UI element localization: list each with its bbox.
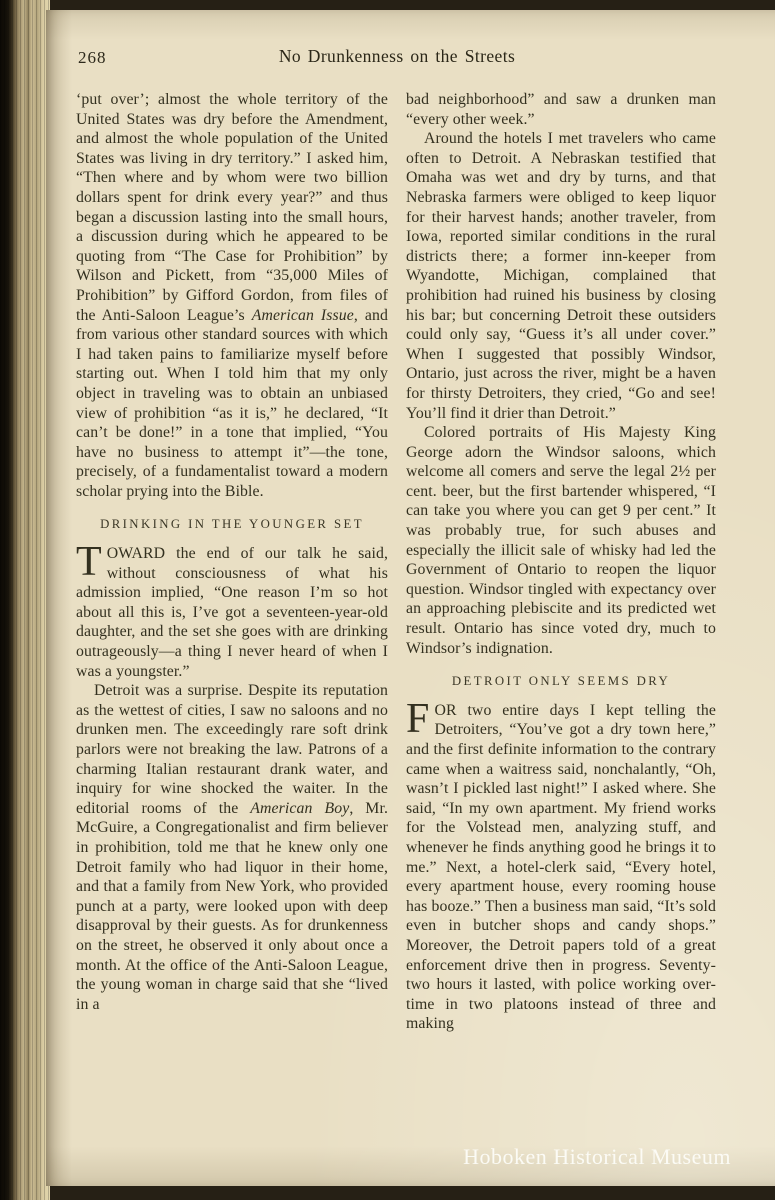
dropcap-initial: T bbox=[76, 539, 102, 586]
text-columns bbox=[76, 90, 718, 1034]
page-number: 268 bbox=[78, 48, 107, 67]
watermark: Hoboken Historical Museum bbox=[463, 1144, 731, 1169]
running-title: No Drunkenness on the Streets bbox=[278, 46, 516, 66]
page-header bbox=[76, 46, 718, 74]
paragraph-detroit-surprise: Detroit was a surprise. Despite its reputation as the wettest of cities, I saw no saloons and no drunken men. The exceedingly rare soft drink parlors were not breaking the law. Patrons of a charming Italian restaurant drank water, and inquiry for wine shocked the waiter. In the editorial rooms of the American Boy, Mr. McGuire, a Congregationalist and firm believer in prohibition, told me that he knew only one Detroit family who had liquor in their home, and that a family from New York, who provided punch at a party, were looked upon with deep disapproval by their guests. As for drunkenness on the street, he observed it only about once a month. At the office of the Anti-Saloon League, the young woman in charge said that she “lived in a bbox=[76, 682, 388, 1013]
paragraph-text: OR two entire days I kept telling the Detroiters, “You’ve got a dry town here,” and the first definite information to the contrary came when a waitress said, nonchalantly, “Oh, wasn’t I pickled last night!” I asked where. She said, “In my own apartment. My friend works for the Volstead men, analyzing stuff, and whenever he finds anything good he brings it to me.” Next, a hotel-clerk said, “Every hotel, every apartment house, every rooming house has booze.” Then a business man said, “It’s sold even in butcher shops and candy shops.” Moreover, the Detroit papers told of a great enforcement drive then in progress. Seventy-two hours it lasted, with police working over-time in two platoons instead of three and making bbox=[406, 701, 716, 1033]
left-column bbox=[76, 90, 388, 1034]
page-content bbox=[46, 10, 775, 1034]
paragraph-continued: ‘put over’; almost the whole territory of the United States was dry before the Amendment, and almost the whole population of the United States was living in dry territory.” I asked him, “Then where and by whom were two billion dollars spent for drink every year?” and thus began a discussion lasting into the small hours, a discussion during which he appeared to be quoting from “The Case for Prohibition” by Wilson and Pickett, from “35,000 Miles of Prohibition” by Gifford Gordon, from files of the Anti-Saloon League’s American Issue, and from various other standard sources with which I had taken pains to familiarize myself before starting out. When I told him that my only object in traveling was to obtain an unbiased view of prohibition “as it is,” he declared, “It can’t be done!” in a tone that implied, “You have no business to attempt it”—the tone, precisely, of a fundamentalist toward a modern scholar prying into the Bible. bbox=[76, 91, 388, 500]
section-heading-detroit: DETROIT ONLY SEEMS DRY bbox=[451, 674, 671, 689]
paragraph-windsor: Colored portraits of His Majesty King George adorn the Windsor saloons, which welcome all comers and serve the legal 2½ per cent. beer, but the first bartender whispered, “I can take you where you can get 9 per cent.” It was probably true, for such abuses and especially the illicit sale of whisky had led the Government of Ontario to reopen the liquor question. Windsor tingled with expectancy over an approaching plebiscite and its predicted wet result. Ontario has since voted dry, much to Windsor’s indignation. bbox=[406, 424, 716, 657]
paragraph-travelers: Around the hotels I met travelers who came often to Detroit. A Nebraskan testified that Omaha was wet and dry by turns, and that Nebraska farmers were obliged to keep liquor for their harvest hands; another traveler, from Iowa, reported similar conditions in the rural districts there; a former inn-keeper from Wyandotte, Michigan, complained that prohibition had ruined his business by closing his bar; but concerning Detroit these outsiders could only say, “Guess it’s all under cover.” When I suggested that possibly Windsor, Ontario, just across the river, might be a haven for thirsty Detroiters, they cried, “Go and see! You’ll find it drier than Detroit.” bbox=[406, 130, 716, 422]
section-heading-drinking: DRINKING IN THE YOUNGER SET bbox=[100, 517, 364, 532]
right-column bbox=[406, 90, 716, 1034]
magazine-page bbox=[46, 10, 775, 1186]
paragraph-dropcap-for bbox=[406, 695, 716, 1034]
book-binding-edge bbox=[0, 0, 50, 1200]
paragraph-text: OWARD the end of our talk he said, without consciousness of what his admission implied, “One reason I’m so hot about all this is, I’ve got a seventeen-year-old daughter, and the set she goes with are drinking outrageously—a thing I never heard of when I was a youngster.” bbox=[76, 545, 388, 680]
paragraph-dropcap-toward bbox=[76, 539, 388, 681]
paragraph-continued: bad neighborhood” and saw a drunken man “every other week.” bbox=[406, 91, 716, 128]
dropcap-initial: F bbox=[406, 695, 430, 742]
